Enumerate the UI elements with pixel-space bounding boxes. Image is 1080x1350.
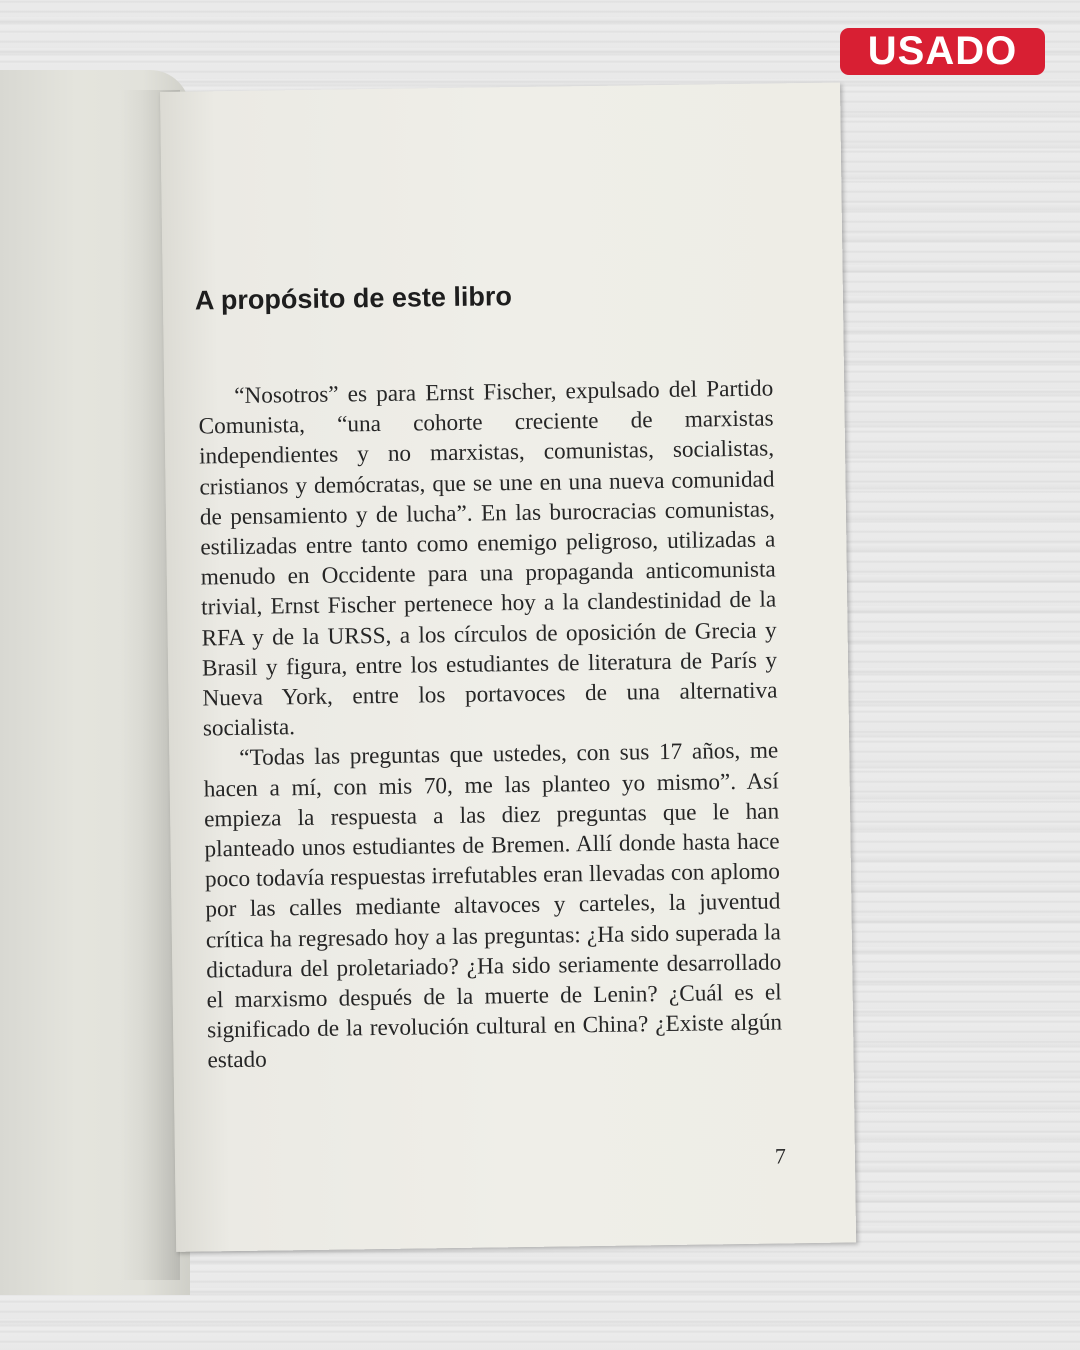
right-page [160, 83, 856, 1252]
paragraph-2: “Todas las preguntas que ustedes, con sus 17 años, me hacen a mí, con mis 70, me las planteo yo mismo”. Así empieza la respuesta a las diez preguntas que le han planteado unos estudiantes de Bremen. Allí donde hasta hace poco todavía respuestas irrefutables eran llevadas con aplomo por las calles mediante altavoces y carteles, la juventud crítica ha regresado hoy a las preguntas: ¿Ha sido superada la dictadura del proletariado? ¿Ha sido seriamente desarrollado el marxismo después de la muerte de Lenin? ¿Cuál es el significado de la revolución cultural en China? ¿Existe algún estado [203, 737, 783, 1074]
paragraph-1: “Nosotros” es para Ernst Fischer, expulsado del Partido Comunista, “una cohorte creciente de marxistas independientes y no marxistas, comunistas, socialistas, cristianos y demócratas, que se une en una nueva comunidad de pensamiento y de lucha”. En las burocracias comunistas, estilizadas entre tanto como enemigo peligroso, utilizadas a menudo en Occidente para una propaganda anticomunista trivial, Ernst Fischer pertenece hoy a la clandestinidad de la RFA y de la URSS, a los círculos de oposición de Grecia y Brasil y figura, entre los estudiantes de literatura de París y Nueva York, entre los portavoces de una alternativa socialista. [198, 375, 778, 742]
open-book [0, 70, 842, 1300]
show-through-text [186, 158, 776, 166]
page-heading: A propósito de este libro [194, 281, 513, 316]
page-number: 7 [774, 1143, 787, 1169]
page-body [198, 373, 783, 1076]
sale-badge: USADO [840, 28, 1045, 75]
